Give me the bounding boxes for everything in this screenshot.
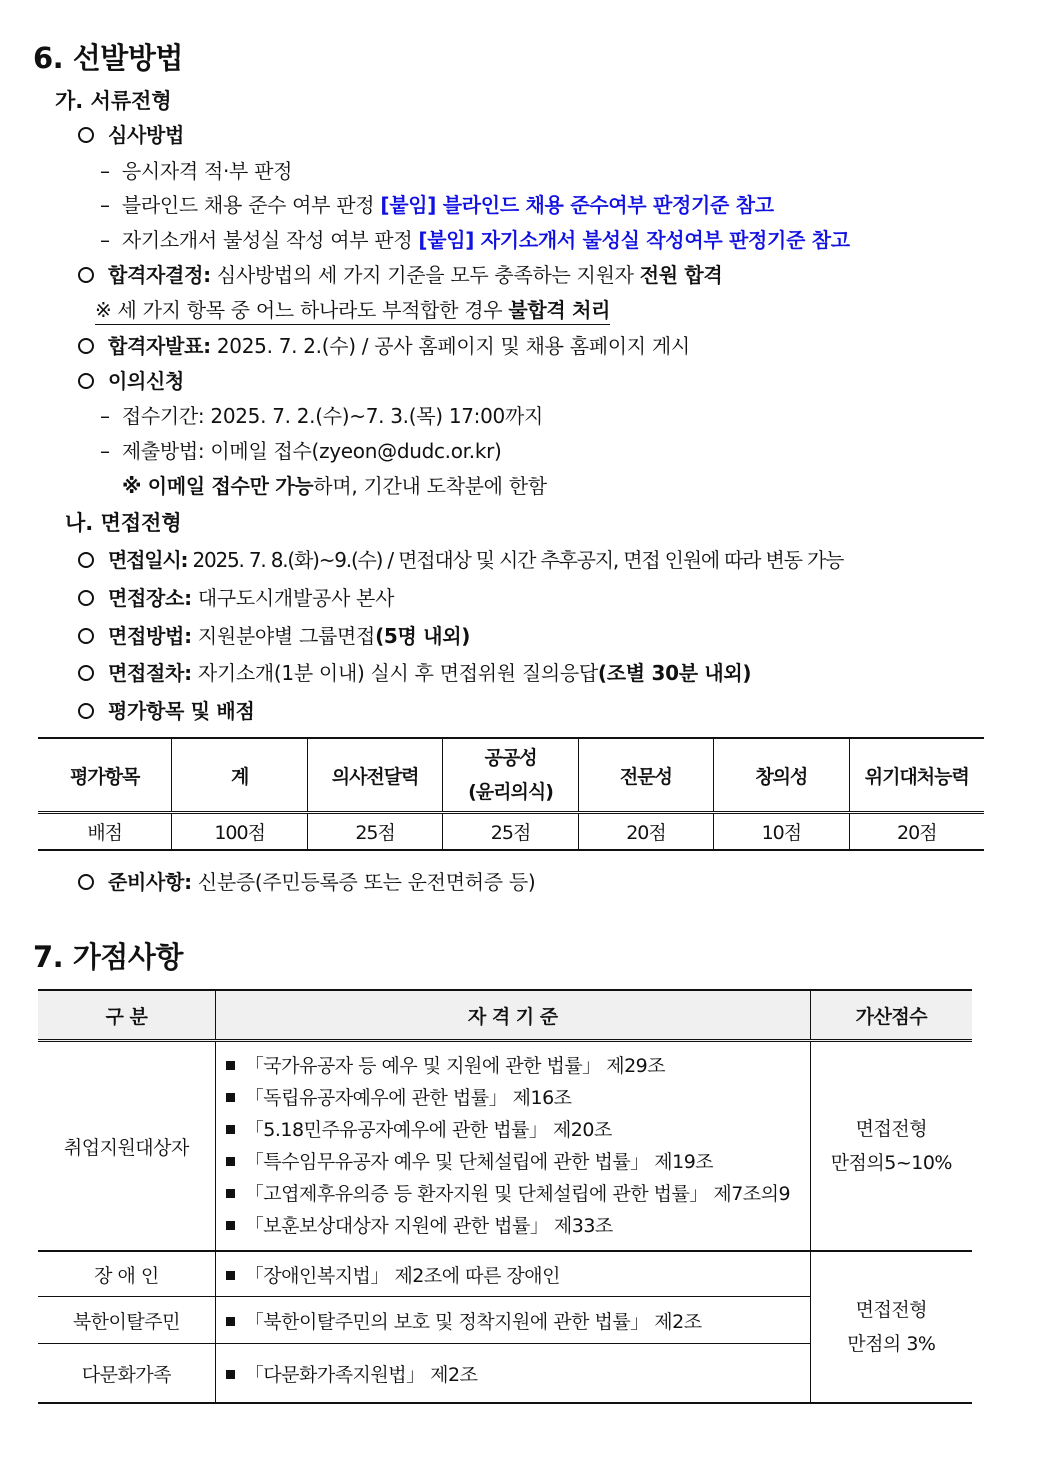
category-cell: 북한이탈주민 (38, 1297, 215, 1344)
square-bullet-icon (226, 1157, 235, 1166)
score-crisis: 20점 (849, 813, 984, 851)
row-label: 배점 (38, 813, 172, 851)
header-category: 구 분 (38, 990, 215, 1041)
circle-bullet-icon (78, 665, 94, 681)
list-item: 「보훈보상대상자 지원에 관한 법률」 제33조 (226, 1210, 810, 1242)
list-item: 「고엽제후유의증 등 환자지원 및 단체설립에 관한 법률」 제7조의9 (226, 1178, 810, 1210)
category-cell: 장 애 인 (38, 1251, 215, 1297)
review-method-heading: 심사방법 (78, 119, 184, 148)
objection-method: – 제출방법: 이메일 접수(zyeon@dudc.or.kr) (100, 439, 502, 463)
circle-bullet-icon (78, 373, 94, 389)
square-bullet-icon (226, 1271, 235, 1280)
circle-bullet-icon (78, 267, 94, 283)
list-item: 「5.18민주유공자예우에 관한 법률」 제20조 (226, 1114, 810, 1146)
criteria-cell: 「북한이탈주민의 보호 및 정착지원에 관한 법률」 제2조 (215, 1297, 810, 1344)
square-bullet-icon (226, 1317, 235, 1326)
header-total: 계 (172, 738, 308, 813)
score-publicness: 25점 (443, 813, 578, 851)
circle-bullet-icon (78, 552, 94, 568)
essay-criteria-ref: [붙임] 자기소개서 불성실 작성여부 판정기준 참고 (418, 228, 850, 252)
criteria-cell (215, 1041, 810, 1252)
review-item-3: – 자기소개서 불성실 작성 여부 판정 [붙임] 자기소개서 불성실 작성여부 판정기준 참고 (100, 228, 850, 252)
table-row (38, 1041, 972, 1252)
review-item-2: – 블라인드 채용 준수 여부 판정 [붙임] 블라인드 채용 준수여부 판정기준 참고 (100, 193, 774, 217)
score-expertise: 20점 (578, 813, 713, 851)
interview-procedure: 면접절차: 자기소개(1분 이내) 실시 후 면접위원 질의응답(조별 30분 내외) (78, 657, 751, 686)
category-cell: 취업지원대상자 (38, 1041, 215, 1252)
category-cell: 다문화가족 (38, 1344, 215, 1404)
table-row (38, 1251, 972, 1297)
section-6-title: 6. 선발방법 (33, 41, 183, 75)
section-7-title: 7. 가점사항 (33, 940, 183, 974)
shared-score-cell: 면접전형 만점의 3% (810, 1251, 972, 1403)
header-criteria: 자 격 기 준 (215, 990, 810, 1041)
interview-title: 나. 면접전형 (65, 511, 182, 535)
objection-heading: 이의신청 (78, 365, 184, 394)
blind-criteria-ref: [붙임] 블라인드 채용 준수여부 판정기준 참고 (380, 193, 774, 217)
square-bullet-icon (226, 1189, 235, 1198)
header-crisis: 위기대처능력 (849, 738, 984, 813)
square-bullet-icon (226, 1370, 235, 1379)
bonus-score-cell: 면접전형 만점의5~10% (810, 1041, 972, 1252)
interview-method: 면접방법: 지원분야별 그룹면접(5명 내외) (78, 620, 470, 649)
header-communication: 의사전달력 (307, 738, 442, 813)
header-eval-item: 평가항목 (38, 738, 172, 813)
objection-period: – 접수기간: 2025. 7. 2.(수)~7. 3.(목) 17:00까지 (100, 404, 544, 428)
score-table (38, 737, 984, 851)
docs-screening-title: 가. 서류전형 (55, 89, 172, 113)
header-creativity: 창의성 (714, 738, 849, 813)
fail-note: ※ 세 가지 항목 중 어느 하나라도 부적합한 경우 불합격 처리 (95, 294, 610, 323)
interview-place: 면접장소: 대구도시개발공사 본사 (78, 582, 394, 611)
bonus-table-header (38, 990, 972, 1041)
circle-bullet-icon (78, 874, 94, 890)
square-bullet-icon (226, 1061, 235, 1070)
bonus-table (38, 989, 972, 1404)
header-expertise: 전문성 (578, 738, 713, 813)
score-table-row (38, 813, 984, 851)
evaluation-heading: 평가항목 및 배점 (78, 695, 254, 724)
criteria-cell: 「다문화가족지원법」 제2조 (215, 1344, 810, 1404)
score-communication: 25점 (307, 813, 442, 851)
circle-bullet-icon (78, 127, 94, 143)
list-item: 「국가유공자 등 예우 및 지원에 관한 법률」 제29조 (226, 1050, 810, 1082)
circle-bullet-icon (78, 338, 94, 354)
score-table-header (38, 738, 984, 813)
pass-announcement: 합격자발표: 2025. 7. 2.(수) / 공사 홈페이지 및 채용 홈페이지 게시 (78, 330, 690, 359)
circle-bullet-icon (78, 703, 94, 719)
criteria-cell: 「장애인복지법」 제2조에 따른 장애인 (215, 1251, 810, 1297)
review-item-1: – 응시자격 적·부 판정 (100, 159, 293, 183)
circle-bullet-icon (78, 628, 94, 644)
interview-date: 면접일시: 2025. 7. 8.(화)~9.(수) / 면접대상 및 시간 추후공지, 면접 인원에 따라 변동 가능 (78, 544, 843, 573)
square-bullet-icon (226, 1125, 235, 1134)
score-total: 100점 (172, 813, 308, 851)
square-bullet-icon (226, 1093, 235, 1102)
header-bonus: 가산점수 (810, 990, 972, 1041)
pass-decision: 합격자결정: 심사방법의 세 가지 기준을 모두 충족하는 지원자 전원 합격 (78, 259, 722, 288)
list-item: 「특수임무유공자 예우 및 단체설립에 관한 법률」 제19조 (226, 1146, 810, 1178)
score-creativity: 10점 (714, 813, 849, 851)
square-bullet-icon (226, 1221, 235, 1230)
header-publicness: 공공성 (윤리의식) (443, 738, 578, 813)
list-item: 「독립유공자예우에 관한 법률」 제16조 (226, 1082, 810, 1114)
email-note: ※ 이메일 접수만 가능하며, 기간내 도착분에 한함 (122, 474, 547, 498)
preparation: 준비사항: 신분증(주민등록증 또는 운전면허증 등) (78, 866, 535, 895)
circle-bullet-icon (78, 590, 94, 606)
